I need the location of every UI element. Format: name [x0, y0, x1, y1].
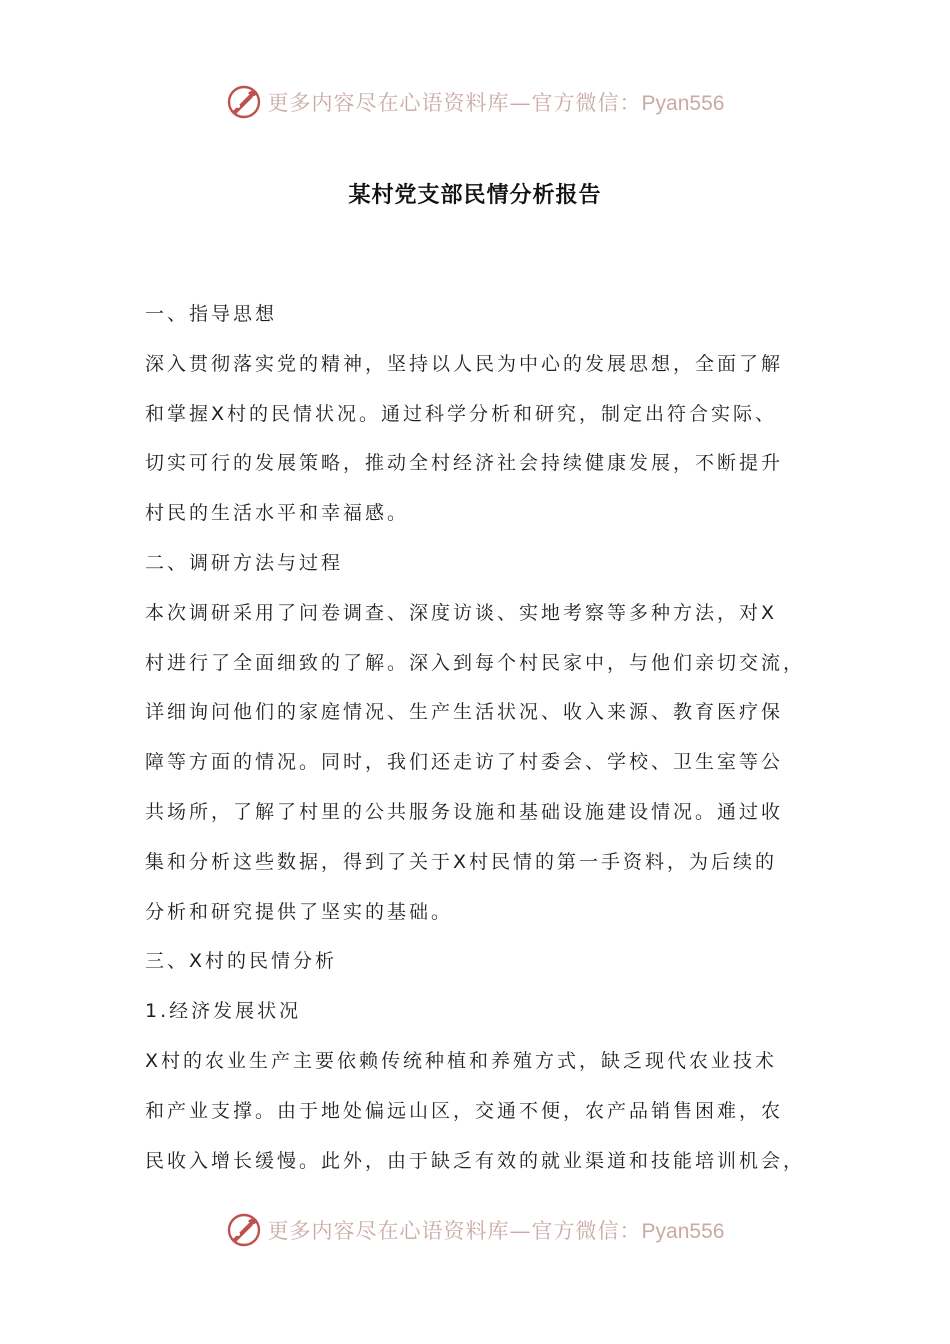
footer-watermark: [0, 1210, 950, 1250]
body-line: 本次调研采用了问卷调查、深度访谈、实地考察等多种方法，对X: [145, 601, 778, 624]
watermark-wechat-id: Pyan556: [641, 92, 725, 115]
body-line: X村的农业生产主要依赖传统种植和养殖方式，缺乏现代农业技术: [145, 1049, 778, 1072]
body-line: 障等方面的情况。同时，我们还走访了村委会、学校、卫生室等公: [145, 751, 784, 774]
watermark-wechat-id: Pyan556: [641, 1220, 725, 1243]
body-line: 村进行了全面细致的了解。深入到每个村民家中，与他们亲切交流，: [145, 651, 806, 674]
body-line: 深入贯彻落实党的精神，坚持以人民为中心的发展思想，全面了解: [145, 352, 784, 375]
subsection-heading: 1.经济发展状况: [145, 1000, 302, 1023]
section-heading: 三、X村的民情分析: [145, 950, 338, 973]
body-line: 分析和研究提供了坚实的基础。: [145, 900, 454, 923]
section-heading: 一、指导思想: [145, 303, 278, 325]
body-line: 集和分析这些数据，得到了关于X村民情的第一手资料，为后续的: [145, 850, 778, 873]
document-body: [145, 290, 817, 1186]
pen-logo-icon: [226, 1212, 262, 1248]
body-line: 民收入增长缓慢。此外，由于缺乏有效的就业渠道和技能培训机会，: [145, 1149, 806, 1172]
body-line: 和掌握X村的民情状况。通过科学分析和研究，制定出符合实际、: [145, 402, 778, 425]
header-watermark: [0, 82, 950, 122]
watermark-text: 更多内容尽在心语资料库—官方微信：Pyan556: [267, 1219, 725, 1243]
section-heading: 二、调研方法与过程: [145, 551, 344, 574]
watermark-text: 更多内容尽在心语资料库—官方微信：Pyan556: [267, 91, 725, 115]
document-title: 某村党支部民情分析报告: [348, 182, 602, 208]
body-line: 和产业支撑。由于地处偏远山区，交通不便，农产品销售困难，农: [145, 1099, 784, 1122]
body-line: 切实可行的发展策略，推动全村经济社会持续健康发展，不断提升: [145, 452, 784, 475]
body-line: 共场所，了解了村里的公共服务设施和基础设施建设情况。通过收: [145, 800, 784, 823]
body-line: 村民的生活水平和幸福感。: [145, 502, 410, 525]
pen-logo-icon: [226, 84, 262, 120]
body-line: 详细询问他们的家庭情况、生产生活状况、收入来源、教育医疗保: [145, 701, 784, 724]
